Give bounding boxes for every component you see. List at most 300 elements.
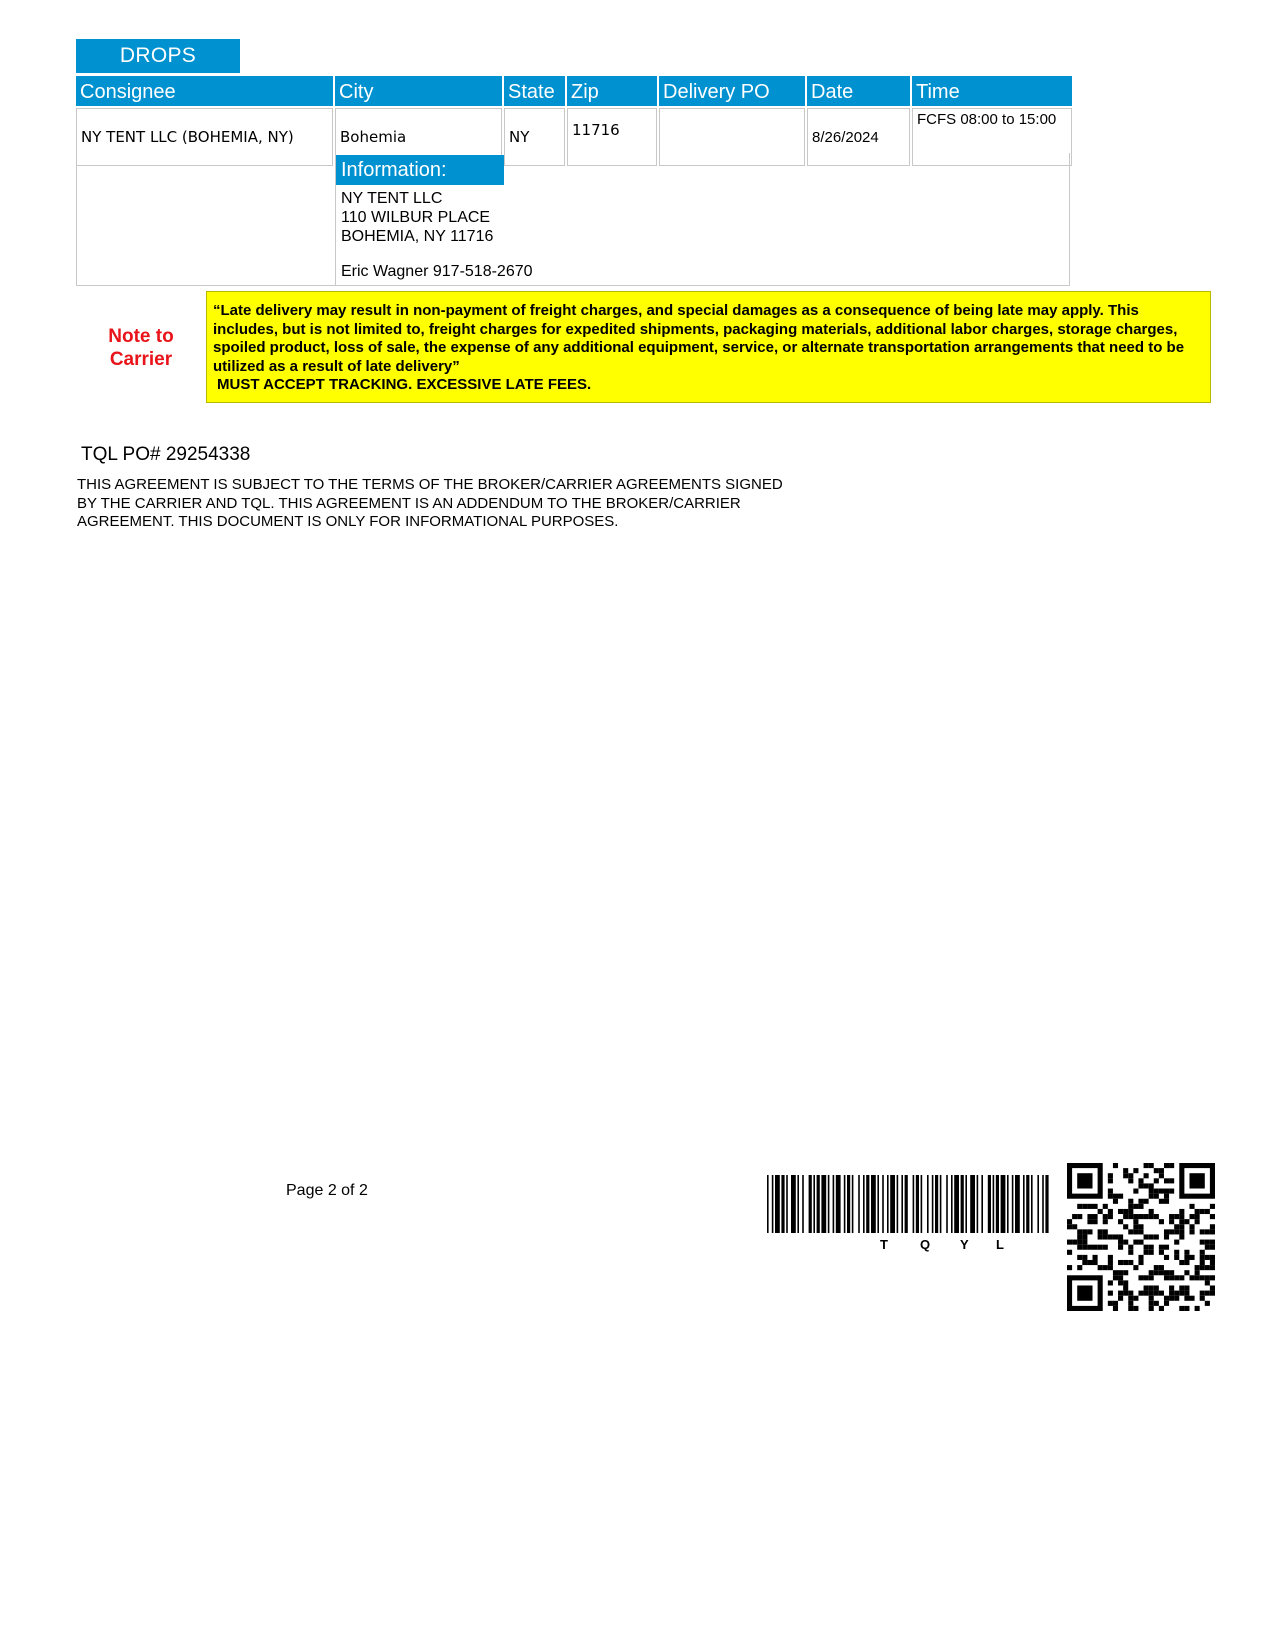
barcode-bar [821,1175,826,1233]
barcode-bar [1045,1175,1048,1233]
qr-module [1164,1245,1169,1250]
qr-module [1164,1234,1169,1239]
qr-module [1169,1275,1174,1280]
qr-module [1128,1301,1133,1306]
agreement-text: THIS AGREEMENT IS SUBJECT TO THE TERMS OF THE BROKER/CARRIER AGREEMENTS SIGNED BY THE CARRIER AND TQL. THIS AGREEMENT IS AN ADDENDUM TO THE BROKER/CARRIER AGREEMENT. THIS DOCUMENT IS ONLY FOR INFORMATIONAL PURPOSES. [77,476,783,530]
qr-module [1067,1240,1072,1245]
qr-module [1118,1209,1123,1214]
qr-module [1113,1163,1118,1168]
page-number: Page 2 of 2 [286,1182,368,1199]
qr-module [1144,1183,1149,1188]
qr-module [1123,1280,1128,1285]
qr-module [1108,1265,1113,1270]
barcode-bar [981,1175,983,1233]
qr-module [1174,1250,1179,1255]
qr-module [1205,1265,1210,1270]
qr-module [1144,1163,1149,1168]
qr-module [1138,1183,1143,1188]
qr-module [1128,1204,1133,1209]
qr-module [1108,1173,1113,1178]
qr-module [1164,1194,1169,1199]
qr-module [1128,1250,1133,1255]
qr-module [1128,1245,1133,1250]
qr-module [1179,1219,1184,1224]
barcode-bar [866,1175,869,1233]
qr-module [1179,1209,1184,1214]
qr-module [1205,1255,1210,1260]
qr-module [1149,1291,1154,1296]
cell-city: Bohemia [335,108,502,166]
qr-module [1108,1214,1113,1219]
qr-module [1138,1204,1143,1209]
barcode-letter: Y [960,1237,969,1252]
qr-module [1159,1219,1164,1224]
qr-module [1072,1224,1077,1229]
barcode-bar [817,1175,820,1233]
barcode-bar [1037,1175,1039,1233]
qr-module [1189,1275,1194,1280]
header-delivery-po: Delivery PO [659,76,805,106]
barcode-bar [905,1175,908,1233]
qr-module [1123,1168,1128,1173]
qr-module [1144,1291,1149,1296]
barcode-bar [844,1175,846,1233]
qr-module [1200,1296,1205,1301]
qr-module [1128,1296,1133,1301]
drops-title: DROPS [76,39,240,73]
qr-module [1195,1275,1200,1280]
qr-module [1164,1270,1169,1275]
qr-module [1169,1214,1174,1219]
qr-module [1123,1209,1128,1214]
qr-module [1138,1178,1143,1183]
barcode-bar [1015,1175,1020,1233]
qr-module [1138,1260,1143,1265]
qr-module [1128,1229,1133,1234]
barcode-bar [802,1175,804,1233]
qr-module [1082,1255,1087,1260]
qr-module [1205,1245,1210,1250]
barcode-bar [916,1175,919,1233]
qr-module [1210,1265,1215,1270]
barcode-bar [809,1175,812,1233]
qr-module [1077,1245,1082,1250]
qr-module [1118,1194,1123,1199]
barcode-bar [836,1175,841,1233]
qr-module [1210,1229,1215,1234]
qr-module [1093,1204,1098,1209]
qr-module [1179,1285,1184,1290]
drops-header-row [76,76,1072,106]
qr-module [1128,1260,1133,1265]
qr-module [1093,1245,1098,1250]
qr-module [1184,1285,1189,1290]
information-line: 110 WILBUR PLACE [341,209,491,226]
qr-module [1118,1280,1123,1285]
qr-module [1108,1301,1113,1306]
qr-module [1103,1219,1108,1224]
qr-module [1200,1209,1205,1214]
barcode-letter: L [996,1237,1004,1252]
qr-module [1195,1306,1200,1311]
qr-module [1103,1234,1108,1239]
qr-module [1159,1270,1164,1275]
barcode-bar [786,1175,788,1233]
barcode-bar [772,1175,774,1233]
header-state: State [504,76,565,106]
qr-module [1205,1275,1210,1280]
header-city: City [335,76,502,106]
barcode-bar [791,1175,796,1233]
qr-module [1098,1265,1103,1270]
qr-module [1195,1270,1200,1275]
qr-module [1087,1229,1092,1234]
qr-module [1128,1209,1133,1214]
qr-module [1077,1240,1082,1245]
qr-module [1169,1219,1174,1224]
qr-module [1082,1245,1087,1250]
qr-module [1159,1245,1164,1250]
barcode-bar [797,1175,799,1233]
qr-module [1133,1189,1138,1194]
qr-module [1123,1270,1128,1275]
barcode-bar [781,1175,784,1233]
qr-module [1210,1240,1215,1245]
qr-module [1123,1224,1128,1229]
qr-module [1169,1189,1174,1194]
qr-module [1108,1209,1113,1214]
qr-module [1077,1255,1082,1260]
qr-module [1189,1173,1204,1188]
qr-module [1154,1234,1159,1239]
information-contact: Eric Wagner 917-518-2670 [341,263,533,280]
qr-module [1159,1306,1164,1311]
barcode-bar [1026,1175,1029,1233]
qr-module [1154,1194,1159,1199]
header-consignee: Consignee [76,76,333,106]
qr-module [1113,1199,1118,1204]
barcode-letter: Q [920,1237,931,1252]
po-number: TQL PO# 29254338 [81,444,251,465]
qr-module [1138,1255,1143,1260]
information-label: Information: [336,155,504,185]
qr-module [1113,1306,1118,1311]
qr-module [1200,1291,1205,1296]
qr-module [1164,1275,1169,1280]
qr-module [1184,1306,1189,1311]
cell-time: FCFS 08:00 to 15:00 [912,108,1072,166]
qr-module [1067,1250,1072,1255]
qr-module [1067,1224,1072,1229]
qr-module [1210,1214,1215,1219]
qr-module [1093,1219,1098,1224]
barcode-bar [858,1175,860,1233]
qr-module [1200,1265,1205,1270]
qr-module [1169,1296,1174,1301]
qr-module [1113,1275,1118,1280]
cell-consignee: NY TENT LLC (BOHEMIA, NY) [76,108,333,166]
barcode-bar [775,1175,780,1233]
qr-module [1077,1285,1092,1300]
information-line: BOHEMIA, NY 11716 [341,228,494,245]
qr-module [1072,1240,1077,1245]
qr-module [1128,1291,1133,1296]
qr-module [1087,1260,1092,1265]
qr-module [1149,1194,1154,1199]
qr-module [1164,1163,1169,1168]
qr-module [1200,1255,1205,1260]
qr-module [1123,1214,1128,1219]
barcode-bar [897,1175,899,1233]
qr-module [1149,1245,1154,1250]
qr-module [1113,1234,1118,1239]
qr-module [1103,1229,1108,1234]
barcode-bar [946,1175,948,1233]
qr-module [1103,1265,1108,1270]
qr-module [1133,1219,1138,1224]
qr-module [1103,1214,1108,1219]
qr-module [1133,1296,1138,1301]
qr-module [1159,1265,1164,1270]
qr-module [1118,1291,1123,1296]
barcode-bar [833,1175,835,1233]
qr-module [1205,1280,1210,1285]
qr-module [1210,1275,1215,1280]
qr-module [1067,1265,1072,1270]
qr-module [1082,1260,1087,1265]
barcode-bar [852,1175,854,1233]
barcode-bar [882,1175,884,1233]
qr-module [1108,1194,1113,1199]
qr-module [1103,1245,1108,1250]
qr-module [1118,1275,1123,1280]
qr-module [1108,1260,1113,1265]
note-emphasis: MUST ACCEPT TRACKING. EXCESSIVE LATE FEES. [217,376,592,393]
qr-module [1169,1285,1174,1290]
qr-module [1179,1291,1184,1296]
barcode-bar [927,1175,929,1233]
qr-module [1179,1306,1184,1311]
qr-module [1154,1189,1159,1194]
qr-module [1128,1173,1133,1178]
qr-module [1169,1163,1174,1168]
qr-module [1179,1275,1184,1280]
qr-module [1189,1204,1194,1209]
qr-module [1210,1224,1215,1229]
qr-module [1174,1240,1179,1245]
qr-code-icon [1067,1163,1215,1311]
barcode-bar [1042,1175,1044,1233]
note-text: “Late delivery may result in non-payment of freight charges, and special damages as a consequence of being late may apply. This includes, but is not limited to, freight charges for expedited shipments, packaging materials, additional labor charges, storage charges, spoiled product, loss of sale, the expense of any additional equipment, service, or alternate transportation arrangements that need to be utilized as a result of late delivery” [213,302,1185,375]
barcode-bar [961,1175,964,1233]
qr-module [1184,1219,1189,1224]
barcode-bar [993,1175,995,1233]
barcode-letter: T [880,1237,888,1252]
qr-module [1189,1229,1194,1234]
qr-module [1174,1214,1179,1219]
qr-module [1205,1209,1210,1214]
qr-module [1149,1301,1154,1306]
qr-module [1133,1168,1138,1173]
qr-module [1077,1204,1082,1209]
barcode-bar [847,1175,850,1233]
qr-module [1087,1214,1092,1219]
header-date: Date [807,76,910,106]
qr-module [1149,1306,1154,1311]
qr-module [1098,1234,1103,1239]
qr-module [1149,1163,1154,1168]
qr-module [1189,1214,1194,1219]
barcode-bar [935,1175,938,1233]
qr-module [1087,1204,1092,1209]
qr-module [1154,1178,1159,1183]
qr-module [1093,1255,1098,1260]
barcode-bar [767,1175,769,1233]
qr-module [1077,1173,1092,1188]
qr-module [1133,1265,1138,1270]
cell-state: NY [504,108,565,166]
qr-module [1149,1285,1154,1290]
qr-module [1103,1204,1108,1209]
qr-module [1149,1270,1154,1275]
barcode-bar [877,1175,879,1233]
qr-module [1123,1291,1128,1296]
qr-module [1082,1234,1087,1239]
qr-module [1174,1296,1179,1301]
qr-module [1164,1189,1169,1194]
qr-module [1108,1234,1113,1239]
qr-module [1159,1168,1164,1173]
qr-module [1184,1296,1189,1301]
qr-module [1154,1214,1159,1219]
qr-module [1108,1255,1113,1260]
barcode-bar [813,1175,815,1233]
barcode-bar [890,1175,895,1233]
qr-module [1149,1275,1154,1280]
information-line: NY TENT LLC [341,190,443,207]
qr-module [1138,1291,1143,1296]
qr-module [1113,1270,1118,1275]
qr-module [1077,1214,1082,1219]
qr-module [1077,1234,1082,1239]
qr-module [1098,1209,1103,1214]
qr-module [1133,1224,1138,1229]
qr-module [1164,1255,1169,1260]
barcode-bar [940,1175,942,1233]
qr-module [1128,1214,1133,1219]
qr-module [1184,1291,1189,1296]
qr-module [1098,1229,1103,1234]
qr-module [1149,1189,1154,1194]
qr-module [1144,1285,1149,1290]
qr-module [1082,1204,1087,1209]
qr-module [1174,1224,1179,1229]
qr-module [1164,1178,1169,1183]
barcode-bar [988,1175,991,1233]
note-to-carrier-box [206,291,1211,403]
qr-module [1138,1214,1143,1219]
barcode-bar [828,1175,830,1233]
qr-module [1174,1255,1179,1260]
barcode-bar [1031,1175,1033,1233]
qr-module [1154,1291,1159,1296]
barcode-bar [965,1175,967,1233]
qr-module [1164,1301,1169,1306]
cell-date: 8/26/2024 [807,108,910,166]
qr-module [1138,1224,1143,1229]
qr-module [1164,1199,1169,1204]
qr-module [1138,1240,1143,1245]
qr-module [1154,1265,1159,1270]
qr-module [1200,1275,1205,1280]
qr-module [1210,1260,1215,1265]
qr-module [1113,1301,1118,1306]
barcode-bar [970,1175,975,1233]
qr-module [1077,1265,1082,1270]
qr-module [1159,1189,1164,1194]
qr-module [1108,1178,1113,1183]
information-left-cell [76,153,336,286]
qr-module [1195,1265,1200,1270]
qr-module [1144,1250,1149,1255]
qr-module [1123,1260,1128,1265]
barcode-bar [1023,1175,1025,1233]
qr-module [1169,1229,1174,1234]
qr-module [1128,1178,1133,1183]
qr-module [1184,1250,1189,1255]
qr-module [1118,1260,1123,1265]
qr-module [1210,1255,1215,1260]
qr-module [1159,1199,1164,1204]
qr-module [1144,1214,1149,1219]
information-address [341,189,493,246]
header-time: Time [912,76,1072,106]
qr-module [1149,1183,1154,1188]
note-to-carrier-label: Note to Carrier [108,326,174,370]
barcode-bar [977,1175,979,1233]
qr-module [1200,1240,1205,1245]
qr-module [1144,1173,1149,1178]
qr-module [1174,1275,1179,1280]
qr-module [1195,1219,1200,1224]
qr-module [1113,1194,1118,1199]
qr-module [1128,1199,1133,1204]
qr-module [1118,1270,1123,1275]
qr-module [1154,1168,1159,1173]
qr-module [1149,1296,1154,1301]
qr-module [1174,1229,1179,1234]
qr-module [1138,1199,1143,1204]
qr-module [1189,1224,1194,1229]
qr-module [1154,1301,1159,1306]
qr-module [1159,1291,1164,1296]
barcode-bar [901,1175,903,1233]
barcode-bar [1007,1175,1009,1233]
qr-module [1179,1229,1184,1234]
qr-module [1184,1270,1189,1275]
qr-module [1205,1291,1210,1296]
barcode-bar [887,1175,889,1233]
qr-module [1138,1229,1143,1234]
barcode-text [880,1237,1020,1253]
barcode-bar [913,1175,915,1233]
qr-module [1149,1234,1154,1239]
qr-module [1133,1229,1138,1234]
qr-module [1200,1260,1205,1265]
qr-module [1108,1280,1113,1285]
qr-module [1154,1270,1159,1275]
qr-module [1179,1224,1184,1229]
